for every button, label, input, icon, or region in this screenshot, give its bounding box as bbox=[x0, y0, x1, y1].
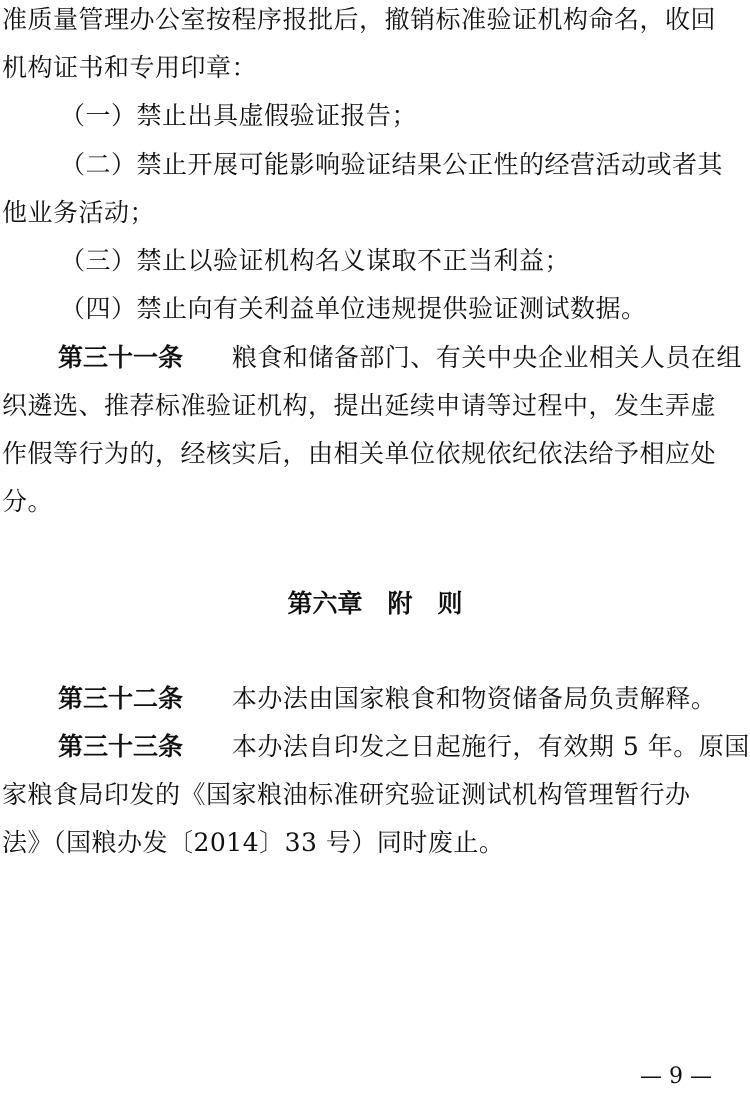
article-31-line-4: 分。 bbox=[2, 487, 54, 516]
article-32-text: 本办法由国家粮食和物资储备局负责解释。 bbox=[231, 684, 717, 713]
article-33-first-line bbox=[58, 731, 750, 763]
page-number: — 9 — bbox=[640, 1064, 712, 1089]
item-2-line-2: 他业务活动； bbox=[2, 198, 156, 227]
article-31-line-2: 织遴选、推荐标准验证机构，提出延续申请等过程中，发生弄虚 bbox=[2, 391, 717, 420]
article-31-label: 第三十一条 bbox=[58, 343, 184, 372]
item-2-line-1: （二）禁止开展可能影响验证结果公正性的经营活动或者其 bbox=[60, 150, 724, 179]
article-33-line-2: 家粮食局印发的《国家粮油标准研究验证测试机构管理暂行办 bbox=[2, 780, 691, 809]
item-1: （一）禁止出具虚假验证报告； bbox=[60, 101, 418, 130]
article-31-first-line bbox=[58, 342, 742, 374]
article-31-line-3: 作假等行为的，经核实后，由相关单位依规依纪依法给予相应处 bbox=[2, 439, 717, 468]
intro-line-1: 准质量管理办公室按程序报批后，撤销标准验证机构命名，收回 bbox=[2, 5, 717, 34]
item-3: （三）禁止以验证机构名义谋取不正当利益； bbox=[60, 246, 571, 275]
article-32-line bbox=[58, 683, 716, 715]
article-33-line-1: 本办法自印发之日起施行，有效期 5 年。原国 bbox=[231, 732, 750, 761]
article-31-line-1: 粮食和储备部门、有关中央企业相关人员在组 bbox=[231, 343, 742, 372]
item-4: （四）禁止向有关利益单位违规提供验证测试数据。 bbox=[60, 294, 647, 323]
chapter-6-heading: 第六章 附 则 bbox=[287, 589, 463, 618]
intro-line-2: 机构证书和专用印章： bbox=[2, 53, 258, 82]
article-32-label: 第三十二条 bbox=[58, 684, 184, 713]
article-33-label: 第三十三条 bbox=[58, 732, 184, 761]
article-33-line-3: 法》（国粮办发〔2014〕33 号）同时废止。 bbox=[2, 828, 505, 857]
